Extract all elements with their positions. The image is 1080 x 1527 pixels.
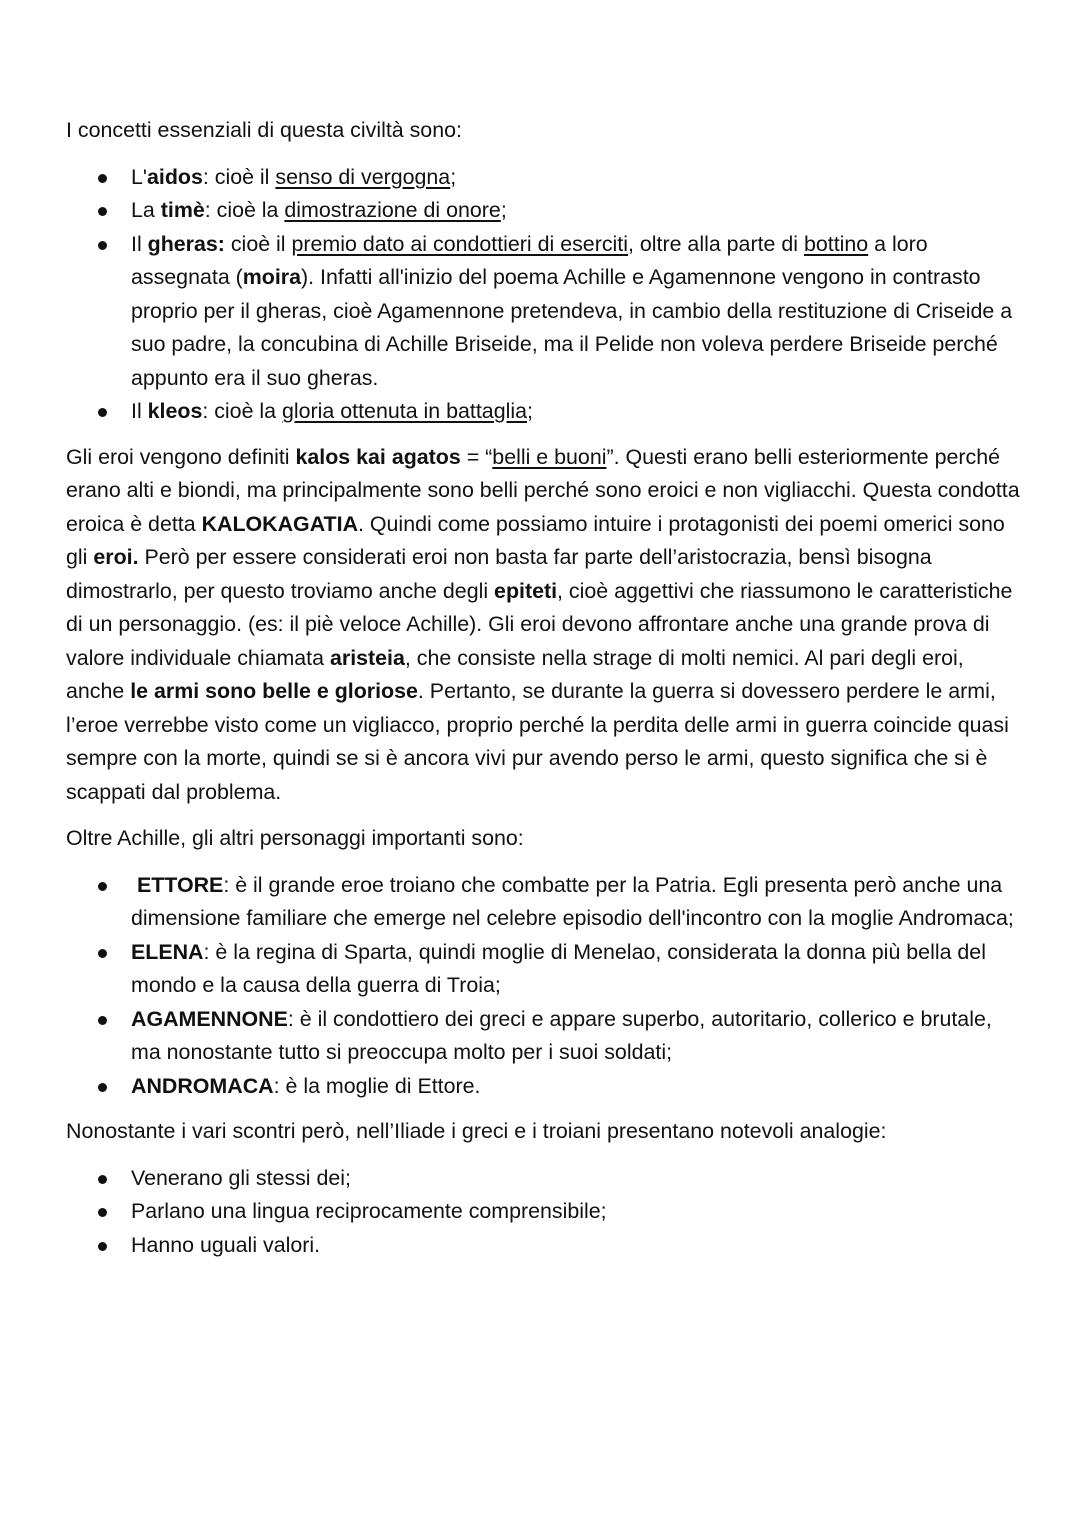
analogies-intro: Nonostante i vari scontri però, nell’Iliade i greci e i troiani presentano notevoli analogie: [66,1119,887,1143]
bullet-icon [98,174,107,183]
term-moira: moira [242,265,302,289]
term-gheras: gheras: [147,231,225,256]
list-item: Venerano gli stessi dei; [66,1162,1026,1196]
bullet-icon [98,207,107,216]
list-item-kleos: Il kleos: cioè la gloria ottenuta in battaglia; [66,395,1026,429]
list-item: Parlano una lingua reciprocamente comprensibile; [66,1195,1026,1229]
bullet-icon [98,408,107,417]
characters-intro: Oltre Achille, gli altri personaggi importanti sono: [66,826,524,850]
intro-paragraph: I concetti essenziali di questa civiltà sono: [66,118,462,142]
list-item-agamennone: AGAMENNONE: è il condottiero dei greci e appare superbo, autoritario, collerico e brutale, ma nonostante tutto si preoccupa molto per i suoi soldati; [66,1003,1026,1070]
bullet-icon [98,949,107,958]
characters-list [66,869,1026,1104]
bullet-icon [98,1083,107,1092]
concepts-list [66,161,1026,429]
list-item-gheras: Il gheras: cioè il premio dato ai condottieri di eserciti, oltre alla parte di bottino a loro assegnata (moira). Infatti all'inizio del poema Achille e Agamennone vengono in contrasto proprio per il gheras, cioè Agamennone pretendeva, in cambio della restituzione di Criseide a suo padre, la concubina di Achille Briseide, ma il Pelide non voleva perdere Briseide perché appunto era il suo gheras. [66,228,1026,396]
list-item-ettore: ETTORE: è il grande eroe troiano che combatte per la Patria. Egli presenta però anche una dimensione familiare che emerge nel celebre episodio dell'incontro con la moglie Andromaca; [66,869,1026,936]
list-item-andromaca: ANDROMACA: è la moglie di Ettore. [66,1070,1026,1104]
list-item: Hanno uguali valori. [66,1229,1026,1263]
heroes-paragraph: Gli eroi vengono definiti kalos kai agatos = “belli e buoni”. Questi erano belli esteriormente perché erano alti e biondi, ma principalmente sono belli perché sono eroici e non vigliacchi. Questa condotta eroica è detta KALOKAGATIA. Quindi come possiamo intuire i protagonisti dei poemi omerici sono gli eroi. Però per essere considerati eroi non basta far parte dell’aristocrazia, bensì bisogna dimostrarlo, per questo troviamo anche degli epiteti, cioè aggettivi che riassumono le caratteristiche di un personaggio. (es: il piè veloce Achille). Gli eroi devono affrontare anche una grande prova di valore individuale chiamata aristeia, che consiste nella strage di molti nemici. Al pari degli eroi, anche le armi sono belle e gloriose. Pertanto, se durante la guerra si dovessero perdere le armi, l’eroe verrebbe visto come un vigliacco, proprio perché la perdita delle armi in guerra coincide quasi sempre con la morte, quindi se si è ancora vivi pur avendo perso le armi, questo significa che si è scappati dal problema. [66,444,1020,804]
bullet-icon [98,1016,107,1025]
bullet-icon [98,241,107,250]
term-aidos: aidos [146,164,203,189]
bullet-icon [98,1175,107,1184]
analogies-list [66,1162,1026,1263]
term-kleos: kleos [147,399,203,423]
term-time: timè [160,198,205,222]
document-page [66,114,1026,1274]
bullet-icon [98,1242,107,1251]
list-item-aidos: L'aidos: cioè il senso di vergogna; [66,161,1026,195]
list-item-time: La timè: cioè la dimostrazione di onore; [66,194,1026,228]
list-item-elena: ELENA: è la regina di Sparta, quindi moglie di Menelao, considerata la donna più bella del mondo e la causa della guerra di Troia; [66,936,1026,1003]
bullet-icon [98,882,107,891]
bullet-icon [98,1208,107,1217]
